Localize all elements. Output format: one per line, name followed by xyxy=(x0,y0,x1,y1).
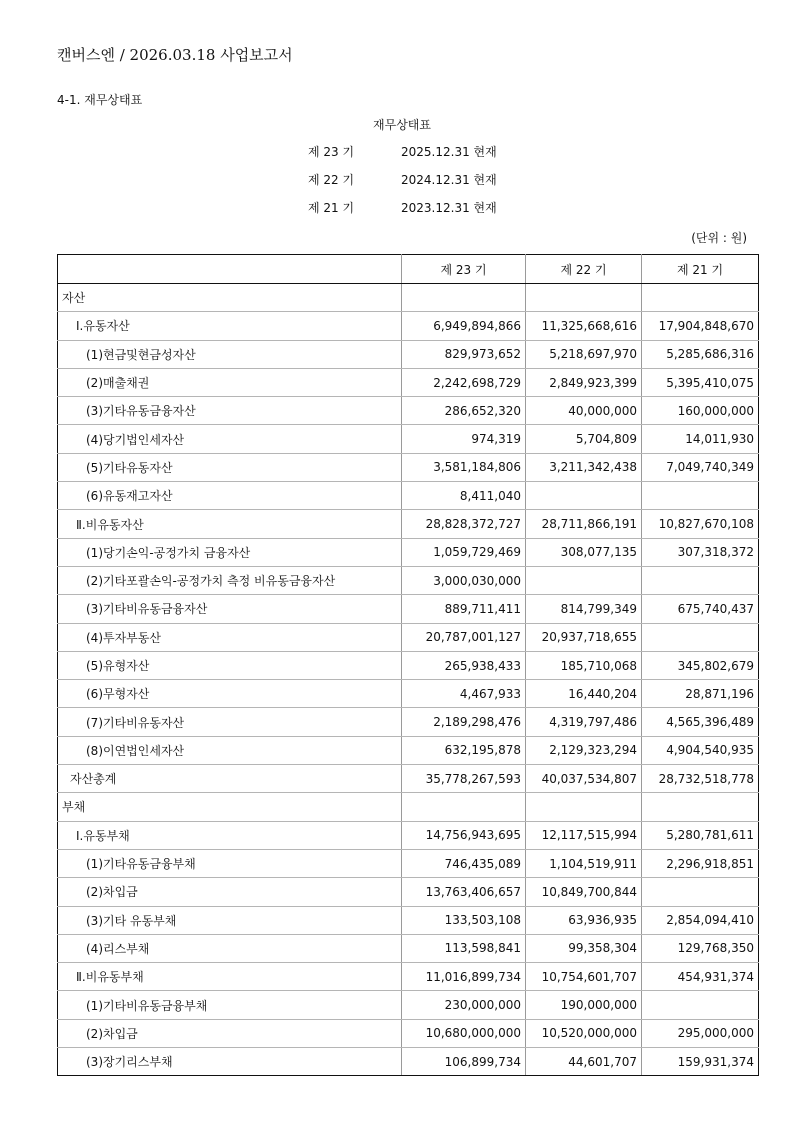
account-label: (1)기타유동금융부채 xyxy=(58,849,402,877)
value-period-23: 6,949,894,866 xyxy=(402,312,526,340)
value-period-22: 5,218,697,970 xyxy=(526,340,642,368)
value-period-21: 2,854,094,410 xyxy=(642,906,759,934)
value-period-23: 265,938,433 xyxy=(402,651,526,679)
value-period-22: 63,936,935 xyxy=(526,906,642,934)
account-label: (2)차입금 xyxy=(58,878,402,906)
value-period-21: 17,904,848,670 xyxy=(642,312,759,340)
value-period-21 xyxy=(642,623,759,651)
value-period-22 xyxy=(526,284,642,312)
value-period-23: 1,059,729,469 xyxy=(402,538,526,566)
table-row xyxy=(58,1019,759,1047)
value-period-23: 133,503,108 xyxy=(402,906,526,934)
table-row xyxy=(58,765,759,793)
value-period-22: 2,849,923,399 xyxy=(526,368,642,396)
account-label: (4)투자부동산 xyxy=(58,623,402,651)
table-row xyxy=(58,736,759,764)
value-period-22: 11,325,668,616 xyxy=(526,312,642,340)
table-row xyxy=(58,1048,759,1076)
statement-title: 재무상태표 xyxy=(373,118,431,132)
value-period-21: 28,732,518,778 xyxy=(642,765,759,793)
table-row xyxy=(58,453,759,481)
table-row xyxy=(58,708,759,736)
table-row xyxy=(58,482,759,510)
value-period-22: 190,000,000 xyxy=(526,991,642,1019)
account-label: (8)이연법인세자산 xyxy=(58,736,402,764)
value-period-22: 185,710,068 xyxy=(526,651,642,679)
table-row xyxy=(58,821,759,849)
value-period-23: 974,319 xyxy=(402,425,526,453)
value-period-23: 14,756,943,695 xyxy=(402,821,526,849)
value-period-23: 28,828,372,727 xyxy=(402,510,526,538)
table-row xyxy=(58,934,759,962)
value-period-22: 40,037,534,807 xyxy=(526,765,642,793)
value-period-21 xyxy=(642,793,759,821)
value-period-22 xyxy=(526,566,642,594)
unit-label: (단위 : 원) xyxy=(691,231,747,245)
value-period-22: 5,704,809 xyxy=(526,425,642,453)
account-label: (6)유동재고자산 xyxy=(58,482,402,510)
value-period-22: 28,711,866,191 xyxy=(526,510,642,538)
table-row xyxy=(58,510,759,538)
account-label: (3)장기리스부채 xyxy=(58,1048,402,1076)
value-period-21 xyxy=(642,566,759,594)
account-label: (2)차입금 xyxy=(58,1019,402,1047)
account-label: (1)기타비유동금융부채 xyxy=(58,991,402,1019)
value-period-22 xyxy=(526,793,642,821)
value-period-23: 3,000,030,000 xyxy=(402,566,526,594)
period-label: 제 22 기 xyxy=(308,173,355,187)
value-period-21: 2,296,918,851 xyxy=(642,849,759,877)
account-label: (5)유형자산 xyxy=(58,651,402,679)
value-period-23: 113,598,841 xyxy=(402,934,526,962)
table-row xyxy=(58,623,759,651)
table-row xyxy=(58,284,759,312)
value-period-22: 12,117,515,994 xyxy=(526,821,642,849)
column-header-period-22: 제 22 기 xyxy=(526,255,642,284)
value-period-23: 2,242,698,729 xyxy=(402,368,526,396)
value-period-23: 889,711,411 xyxy=(402,595,526,623)
value-period-21: 160,000,000 xyxy=(642,397,759,425)
value-period-22: 40,000,000 xyxy=(526,397,642,425)
value-period-21: 307,318,372 xyxy=(642,538,759,566)
table-row xyxy=(58,312,759,340)
table-row xyxy=(58,538,759,566)
value-period-21: 295,000,000 xyxy=(642,1019,759,1047)
account-label: (1)현금및현금성자산 xyxy=(58,340,402,368)
value-period-22: 4,319,797,486 xyxy=(526,708,642,736)
value-period-23: 8,411,040 xyxy=(402,482,526,510)
value-period-23: 20,787,001,127 xyxy=(402,623,526,651)
value-period-21: 675,740,437 xyxy=(642,595,759,623)
period-row xyxy=(0,143,794,161)
table-row xyxy=(58,651,759,679)
value-period-23: 35,778,267,593 xyxy=(402,765,526,793)
account-label: (1)당기손익-공정가치 금융자산 xyxy=(58,538,402,566)
account-label: 부채 xyxy=(58,793,402,821)
table-body xyxy=(58,284,759,1076)
table-row xyxy=(58,793,759,821)
table-row xyxy=(58,425,759,453)
account-label: Ⅰ.유동자산 xyxy=(58,312,402,340)
period-date: 2025.12.31 현재 xyxy=(401,145,497,159)
table-row xyxy=(58,680,759,708)
value-period-22: 10,849,700,844 xyxy=(526,878,642,906)
column-header-account xyxy=(58,255,402,284)
table-row xyxy=(58,849,759,877)
account-label: (3)기타 유동부채 xyxy=(58,906,402,934)
value-period-22 xyxy=(526,482,642,510)
account-label: (4)당기법인세자산 xyxy=(58,425,402,453)
value-period-21: 4,904,540,935 xyxy=(642,736,759,764)
value-period-23: 2,189,298,476 xyxy=(402,708,526,736)
table-row xyxy=(58,991,759,1019)
account-label: 자산총계 xyxy=(58,765,402,793)
period-date: 2024.12.31 현재 xyxy=(401,173,497,187)
period-date: 2023.12.31 현재 xyxy=(401,201,497,215)
table-row xyxy=(58,878,759,906)
table-row xyxy=(58,368,759,396)
value-period-21: 7,049,740,349 xyxy=(642,453,759,481)
account-label: Ⅰ.유동부채 xyxy=(58,821,402,849)
document-header-title: 캔버스엔 / 2026.03.18 사업보고서 xyxy=(57,46,293,64)
value-period-21: 14,011,930 xyxy=(642,425,759,453)
column-header-period-23: 제 23 기 xyxy=(402,255,526,284)
value-period-23: 10,680,000,000 xyxy=(402,1019,526,1047)
value-period-23: 230,000,000 xyxy=(402,991,526,1019)
value-period-21: 5,285,686,316 xyxy=(642,340,759,368)
value-period-21: 10,827,670,108 xyxy=(642,510,759,538)
value-period-22: 16,440,204 xyxy=(526,680,642,708)
value-period-23: 13,763,406,657 xyxy=(402,878,526,906)
value-period-21 xyxy=(642,878,759,906)
value-period-22: 3,211,342,438 xyxy=(526,453,642,481)
column-header-period-21: 제 21 기 xyxy=(642,255,759,284)
value-period-22: 814,799,349 xyxy=(526,595,642,623)
value-period-21: 454,931,374 xyxy=(642,963,759,991)
account-label: (6)무형자산 xyxy=(58,680,402,708)
value-period-21: 5,280,781,611 xyxy=(642,821,759,849)
account-label: Ⅱ.비유동부채 xyxy=(58,963,402,991)
account-label: (2)기타포괄손익-공정가치 측정 비유동금융자산 xyxy=(58,566,402,594)
table-header-row xyxy=(58,255,759,284)
value-period-23 xyxy=(402,284,526,312)
value-period-22: 10,520,000,000 xyxy=(526,1019,642,1047)
value-period-21: 4,565,396,489 xyxy=(642,708,759,736)
value-period-23: 286,652,320 xyxy=(402,397,526,425)
value-period-23: 3,581,184,806 xyxy=(402,453,526,481)
table-row xyxy=(58,566,759,594)
value-period-21 xyxy=(642,991,759,1019)
account-label: (5)기타유동자산 xyxy=(58,453,402,481)
value-period-22: 99,358,304 xyxy=(526,934,642,962)
account-label: Ⅱ.비유동자산 xyxy=(58,510,402,538)
account-label: (3)기타유동금융자산 xyxy=(58,397,402,425)
value-period-23: 106,899,734 xyxy=(402,1048,526,1076)
period-row xyxy=(0,171,794,189)
balance-sheet-table xyxy=(57,254,759,1076)
value-period-23 xyxy=(402,793,526,821)
value-period-22: 2,129,323,294 xyxy=(526,736,642,764)
section-title: 4-1. 재무상태표 xyxy=(57,93,143,107)
value-period-23: 4,467,933 xyxy=(402,680,526,708)
table-row xyxy=(58,595,759,623)
table-row xyxy=(58,340,759,368)
period-label: 제 23 기 xyxy=(308,145,355,159)
value-period-22: 308,077,135 xyxy=(526,538,642,566)
account-label: (3)기타비유동금융자산 xyxy=(58,595,402,623)
value-period-21: 28,871,196 xyxy=(642,680,759,708)
table-row xyxy=(58,397,759,425)
value-period-21: 5,395,410,075 xyxy=(642,368,759,396)
account-label: (4)리스부채 xyxy=(58,934,402,962)
value-period-22: 10,754,601,707 xyxy=(526,963,642,991)
value-period-23: 746,435,089 xyxy=(402,849,526,877)
value-period-21: 129,768,350 xyxy=(642,934,759,962)
account-label: 자산 xyxy=(58,284,402,312)
account-label: (2)매출채권 xyxy=(58,368,402,396)
table-row xyxy=(58,963,759,991)
value-period-21: 159,931,374 xyxy=(642,1048,759,1076)
period-label: 제 21 기 xyxy=(308,201,355,215)
period-row xyxy=(0,199,794,217)
value-period-21 xyxy=(642,482,759,510)
value-period-21: 345,802,679 xyxy=(642,651,759,679)
table-row xyxy=(58,906,759,934)
value-period-22: 44,601,707 xyxy=(526,1048,642,1076)
value-period-22: 1,104,519,911 xyxy=(526,849,642,877)
value-period-22: 20,937,718,655 xyxy=(526,623,642,651)
account-label: (7)기타비유동자산 xyxy=(58,708,402,736)
value-period-23: 829,973,652 xyxy=(402,340,526,368)
value-period-21 xyxy=(642,284,759,312)
value-period-23: 11,016,899,734 xyxy=(402,963,526,991)
value-period-23: 632,195,878 xyxy=(402,736,526,764)
